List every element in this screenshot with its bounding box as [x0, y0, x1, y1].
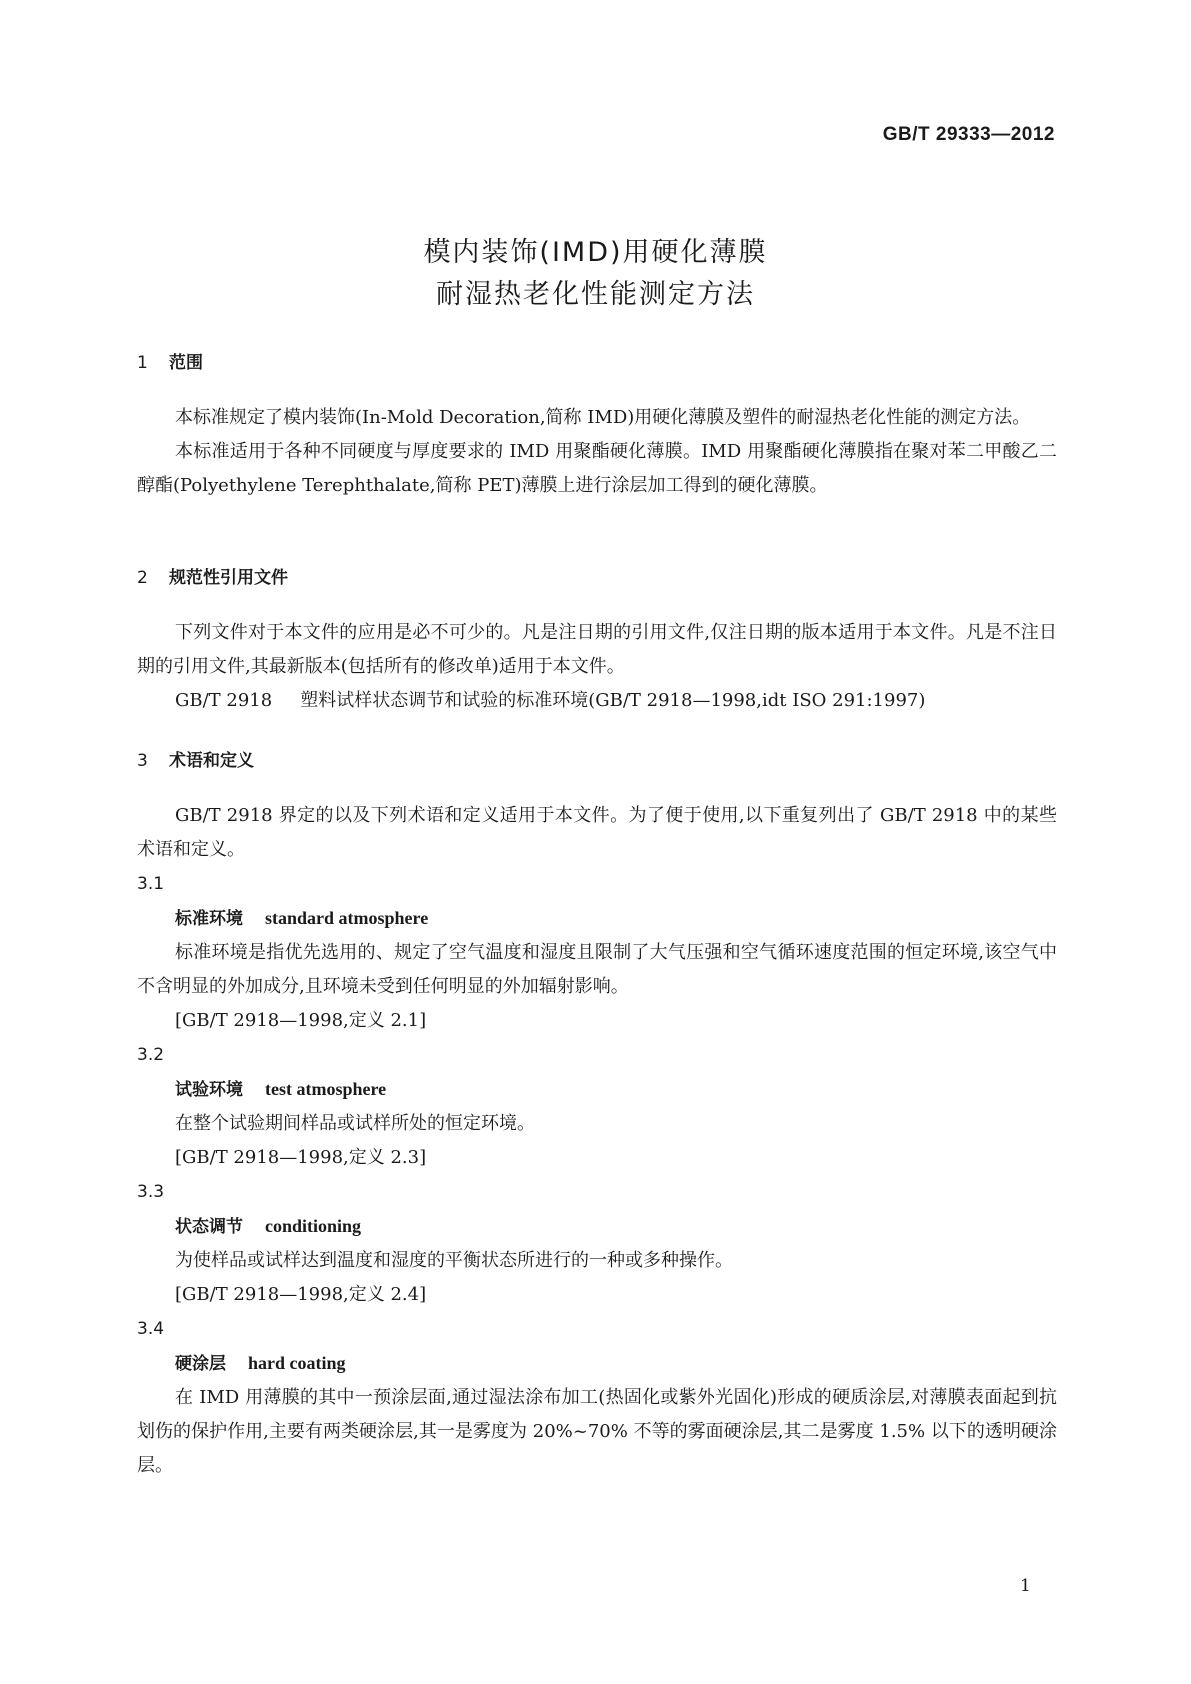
- term-english: test atmosphere: [265, 1079, 387, 1099]
- term-chinese: 硬涂层: [175, 1354, 226, 1374]
- section-title: 规范性引用文件: [169, 568, 288, 588]
- paragraph: 本标准适用于各种不同硬度与厚度要求的 IMD 用聚酯硬化薄膜。IMD 用聚酯硬化薄膜指在聚对苯二甲酸乙二醇酯(Polyethylene Terephthalate,简称 PET)薄膜上进行涂层加工得到的硬化薄膜。: [137, 441, 1057, 496]
- term-heading: [137, 1209, 1057, 1244]
- section-title: 术语和定义: [169, 751, 254, 771]
- term-definition: 在整个试验期间样品或试样所处的恒定环境。: [175, 1113, 535, 1134]
- document-title-line-1: 模内装饰(IMD)用硬化薄膜: [423, 237, 768, 268]
- document-title-line-2: 耐湿热老化性能测定方法: [436, 279, 755, 310]
- section-2-body: [137, 616, 1057, 718]
- term-english: hard coating: [248, 1353, 346, 1373]
- section-title: 范围: [169, 353, 203, 373]
- term-number: 3.3: [137, 1182, 165, 1202]
- term-definition: 在 IMD 用薄膜的其中一预涂层面,通过湿法涂布加工(热固化或紫外光固化)形成的硬质涂层,对薄膜表面起到抗划伤的保护作用,主要有两类硬涂层,其一是雾度为 20%~70% 不等的雾面硬涂层,其二是雾度 1.5% 以下的透明硬涂层。: [137, 1387, 1057, 1476]
- section-2-heading: [137, 563, 1057, 588]
- term-chinese: 状态调节: [175, 1217, 243, 1237]
- term-source: [GB/T 2918—1998,定义 2.1]: [175, 1010, 427, 1031]
- section-1-heading: [137, 348, 1057, 373]
- term-english: standard atmosphere: [265, 908, 429, 928]
- term-heading: [137, 1072, 1057, 1107]
- term-definition: 标准环境是指优先选用的、规定了空气温度和湿度且限制了大气压强和空气循环速度范围的恒定环境,该空气中不含明显的外加成分,且环境未受到任何明显的外加辐射影响。: [137, 942, 1057, 997]
- term-heading: [137, 1346, 1057, 1381]
- term-chinese: 标准环境: [175, 909, 243, 929]
- section-number: 2: [137, 568, 148, 588]
- term-heading: [137, 901, 1057, 936]
- term-english: conditioning: [265, 1216, 362, 1236]
- section-number: 1: [137, 353, 148, 373]
- page-number: 1: [1020, 1576, 1031, 1596]
- section-3-body: [137, 799, 1057, 1483]
- section-3-heading: [137, 746, 1057, 771]
- reference-title: 塑料试样状态调节和试验的标准环境(GB/T 2918—1998,idt ISO 291:1997): [300, 690, 926, 711]
- term-definition: 为使样品或试样达到温度和湿度的平衡状态所进行的一种或多种操作。: [175, 1250, 733, 1271]
- section-number: 3: [137, 751, 148, 771]
- term-chinese: 试验环境: [175, 1080, 243, 1100]
- paragraph: GB/T 2918 界定的以及下列术语和定义适用于本文件。为了便于使用,以下重复列出了 GB/T 2918 中的某些术语和定义。: [137, 805, 1057, 860]
- term-source: [GB/T 2918—1998,定义 2.4]: [175, 1284, 427, 1305]
- normative-reference: [137, 684, 1057, 718]
- standard-number: GB/T 29333—2012: [882, 124, 1055, 145]
- term-number: 3.4: [137, 1319, 165, 1339]
- section-1-body: [137, 401, 1057, 503]
- reference-code: GB/T 2918: [175, 690, 273, 711]
- term-number: 3.2: [137, 1045, 165, 1065]
- term-number: 3.1: [137, 874, 165, 894]
- paragraph: 本标准规定了模内装饰(In-Mold Decoration,简称 IMD)用硬化薄膜及塑件的耐湿热老化性能的测定方法。: [175, 407, 1031, 428]
- paragraph: 下列文件对于本文件的应用是必不可少的。凡是注日期的引用文件,仅注日期的版本适用于本文件。凡是不注日期的引用文件,其最新版本(包括所有的修改单)适用于本文件。: [137, 622, 1057, 677]
- term-source: [GB/T 2918—1998,定义 2.3]: [175, 1147, 427, 1168]
